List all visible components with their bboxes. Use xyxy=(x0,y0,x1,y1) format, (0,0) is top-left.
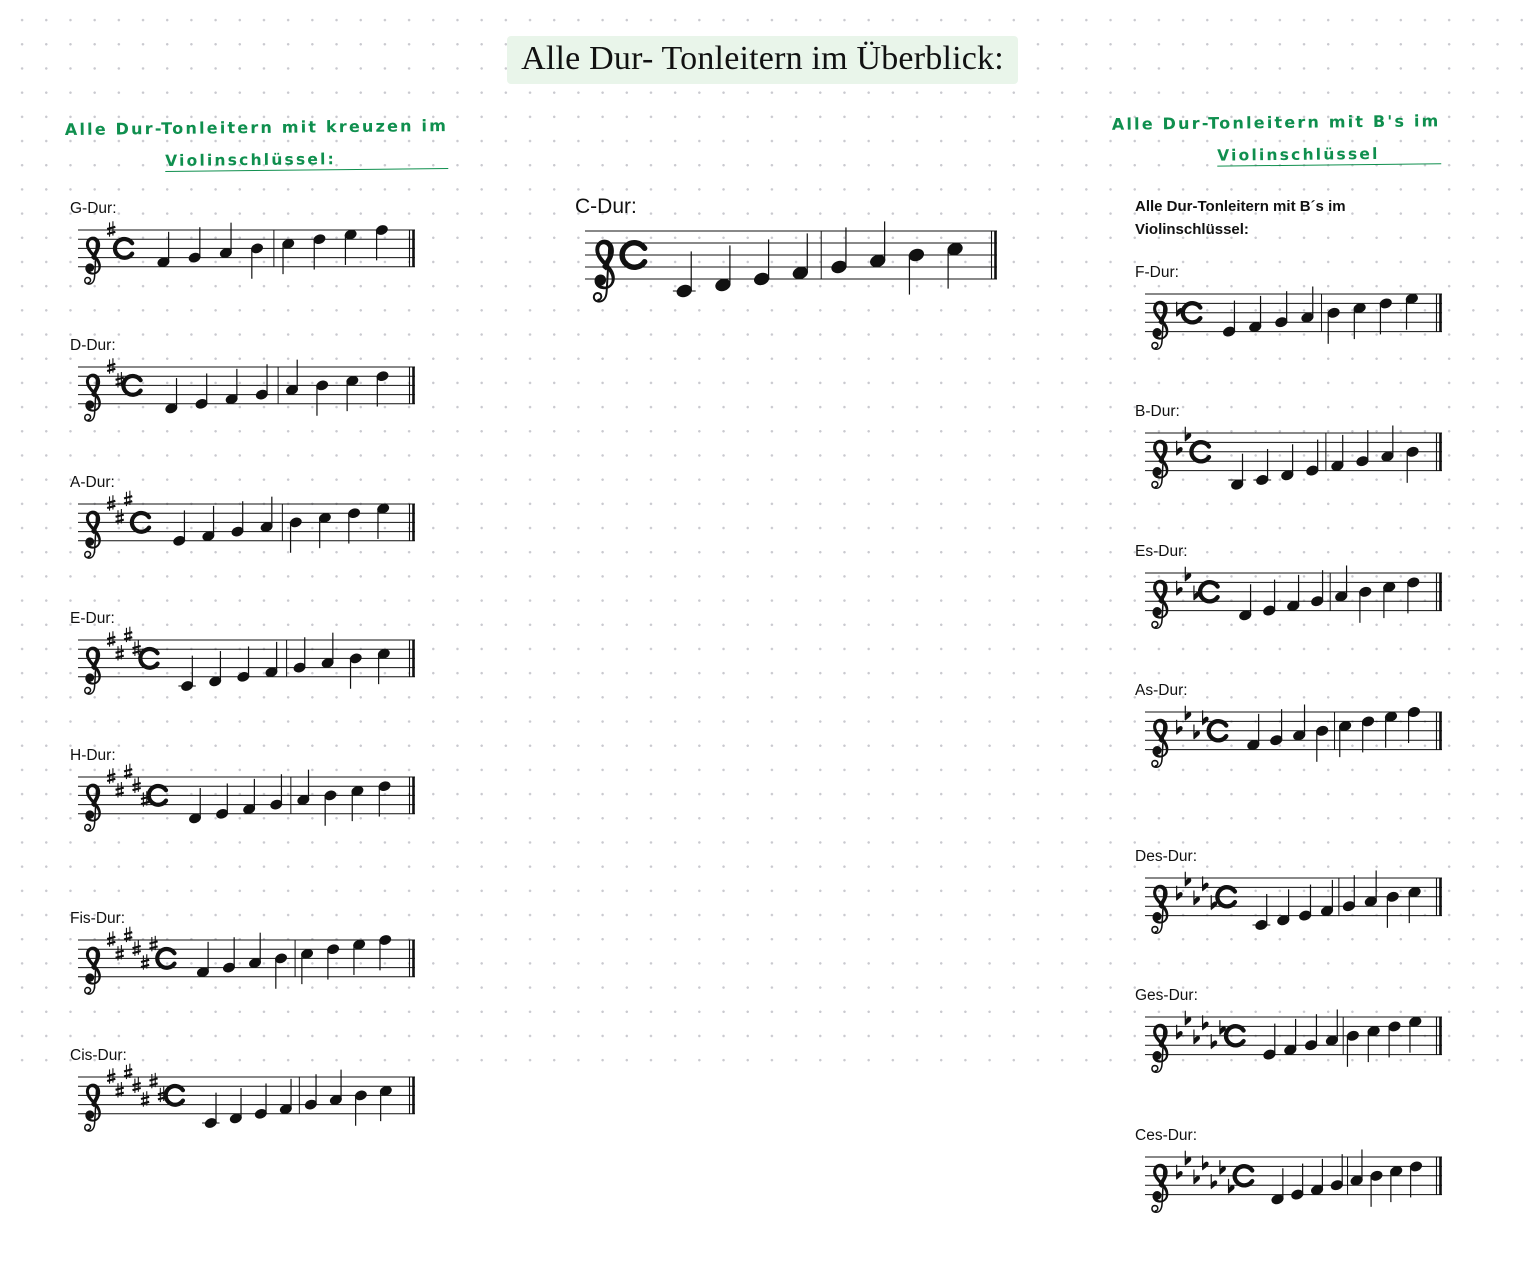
note xyxy=(753,239,771,286)
scale-block xyxy=(1135,682,1465,784)
note xyxy=(318,511,332,547)
scale-label: Des-Dur: xyxy=(1135,847,1198,865)
note xyxy=(1364,870,1378,907)
treble-clef-icon xyxy=(1152,580,1168,628)
note xyxy=(1350,1150,1364,1187)
note xyxy=(375,224,389,260)
flat-icon xyxy=(1185,427,1191,441)
scale-label: B-Dur: xyxy=(1135,403,1180,421)
flats-heading-line2: Violinschlüssel: xyxy=(1135,221,1249,239)
note xyxy=(1320,880,1334,917)
scale-block xyxy=(1135,987,1465,1089)
flats-heading-line1: Alle Dur-Tonleitern mit B´s im xyxy=(1135,198,1346,215)
note xyxy=(1280,444,1294,481)
sharp-icon xyxy=(107,768,115,783)
note xyxy=(376,502,390,538)
note xyxy=(1292,705,1306,742)
music-staff xyxy=(74,771,419,848)
flat-icon xyxy=(1177,1025,1183,1039)
note xyxy=(1361,716,1375,753)
scale-block xyxy=(575,195,1005,313)
note xyxy=(285,359,299,395)
treble-clef-icon xyxy=(85,237,100,284)
treble-clef-icon xyxy=(85,947,100,994)
note xyxy=(377,648,391,684)
scale-block xyxy=(70,474,470,575)
note xyxy=(1384,711,1398,748)
flat-icon xyxy=(1177,580,1183,594)
flat-icon xyxy=(1177,441,1183,455)
scale-block xyxy=(1135,403,1465,505)
scale-block xyxy=(70,200,470,301)
note xyxy=(1342,875,1356,912)
scale-block xyxy=(1135,848,1465,950)
handwritten-note-sharps-line1: Alle Dur-Tonleitern mit kreuzen im xyxy=(64,115,449,140)
treble-clef-icon xyxy=(594,240,614,301)
music-staff xyxy=(74,224,419,301)
handwritten-note-flats xyxy=(1112,111,1441,167)
staff-container xyxy=(74,1071,470,1148)
note xyxy=(1381,426,1395,463)
note xyxy=(1408,886,1422,923)
scale-label: Cis-Dur: xyxy=(70,1046,127,1064)
note xyxy=(1300,286,1314,323)
music-staff xyxy=(581,225,1001,313)
note xyxy=(202,505,216,541)
scale-label: C-Dur: xyxy=(575,195,637,218)
handwritten-note-flats-line2: Violinschlüssel xyxy=(1217,144,1441,166)
note xyxy=(673,251,696,298)
note xyxy=(1386,891,1400,928)
note xyxy=(1222,300,1236,337)
staff-container xyxy=(74,224,470,301)
sharp-icon xyxy=(133,778,141,793)
scale-block xyxy=(70,747,470,848)
note xyxy=(208,651,222,687)
note xyxy=(1271,1168,1285,1205)
treble-clef-icon xyxy=(1152,885,1168,933)
scale-label: H-Dur: xyxy=(70,747,116,765)
music-staff xyxy=(74,634,419,711)
staff-container xyxy=(74,934,470,1011)
flat-icon xyxy=(1194,1170,1200,1184)
note xyxy=(1405,292,1419,329)
treble-clef-icon xyxy=(85,374,100,421)
note xyxy=(329,1069,343,1105)
flat-icon xyxy=(1185,1151,1191,1165)
note xyxy=(1286,575,1300,612)
treble-clef-icon xyxy=(1152,301,1168,349)
note xyxy=(188,788,202,824)
sharp-icon xyxy=(107,1068,115,1083)
note xyxy=(1409,1160,1423,1197)
note xyxy=(354,1089,368,1125)
note xyxy=(1325,1010,1339,1047)
handwritten-note-sharps xyxy=(65,116,449,173)
note xyxy=(1382,581,1396,618)
flat-icon xyxy=(1203,711,1209,725)
flat-icon xyxy=(1177,720,1183,734)
note xyxy=(376,370,390,406)
scale-block xyxy=(70,337,470,438)
staff-container xyxy=(74,361,470,438)
note xyxy=(1408,1016,1422,1053)
note xyxy=(1346,1030,1360,1067)
note xyxy=(1276,889,1290,926)
treble-clef-icon xyxy=(85,511,100,558)
staff-container xyxy=(1141,706,1465,784)
note xyxy=(1262,1024,1276,1061)
treble-clef-icon xyxy=(85,784,100,831)
page-title: Alle Dur- Tonleitern im Überblick: xyxy=(507,36,1018,84)
note xyxy=(250,242,264,278)
note xyxy=(178,656,195,692)
treble-clef-icon xyxy=(1152,1025,1168,1073)
note xyxy=(1228,454,1246,491)
scale-label: Es-Dur: xyxy=(1135,542,1188,560)
note xyxy=(1334,565,1348,602)
note xyxy=(296,770,310,806)
flat-icon xyxy=(1177,886,1183,900)
flat-icon xyxy=(1211,1174,1217,1188)
note xyxy=(1369,1170,1383,1207)
note xyxy=(219,223,233,259)
column-c-major xyxy=(575,195,1005,353)
note xyxy=(1358,585,1372,622)
note xyxy=(157,232,171,268)
treble-clef-icon xyxy=(1152,1164,1168,1212)
music-staff xyxy=(74,1071,419,1148)
note xyxy=(1290,1164,1304,1201)
flats-section-heading xyxy=(1135,195,1465,242)
note xyxy=(1315,725,1329,762)
note xyxy=(300,948,314,984)
music-staff xyxy=(1141,1011,1446,1089)
note xyxy=(313,233,327,269)
note xyxy=(1304,1015,1318,1052)
staff-container xyxy=(1141,1151,1465,1229)
note xyxy=(321,633,335,669)
note xyxy=(242,779,256,815)
column-sharp-scales xyxy=(70,200,470,1184)
note xyxy=(379,1085,393,1121)
note xyxy=(229,1088,243,1124)
scale-block xyxy=(1135,543,1465,645)
flat-icon xyxy=(1203,1155,1209,1169)
note xyxy=(347,507,361,543)
music-staff xyxy=(1141,567,1446,645)
note xyxy=(274,952,288,988)
note xyxy=(1252,894,1270,931)
note xyxy=(351,785,365,821)
staff-container xyxy=(1141,1011,1465,1089)
note xyxy=(165,378,179,414)
note xyxy=(281,238,295,274)
flat-icon xyxy=(1203,1016,1209,1030)
note xyxy=(315,379,329,415)
note xyxy=(1330,1154,1344,1191)
handwritten-note-sharps-line2: Violinschlüssel: xyxy=(165,149,448,172)
note xyxy=(1262,579,1276,616)
note xyxy=(1353,302,1367,339)
note xyxy=(1269,709,1283,746)
note xyxy=(172,510,186,546)
sharp-icon xyxy=(133,940,141,955)
flat-icon xyxy=(1185,1011,1191,1025)
music-staff xyxy=(74,498,419,575)
staff-container xyxy=(74,498,470,575)
note xyxy=(1253,449,1271,486)
scale-block xyxy=(70,910,470,1011)
note xyxy=(1355,430,1369,467)
note xyxy=(279,1079,293,1115)
sharp-icon xyxy=(107,931,115,946)
note xyxy=(188,227,202,263)
staff-container xyxy=(1141,427,1465,505)
note xyxy=(1338,720,1352,757)
staff-container xyxy=(1141,288,1465,366)
note xyxy=(195,373,209,409)
scale-block xyxy=(70,1047,470,1148)
staff-container xyxy=(74,634,470,711)
scale-block xyxy=(1135,264,1465,366)
note xyxy=(346,375,360,411)
music-staff xyxy=(1141,706,1446,784)
sharp-icon xyxy=(107,358,115,373)
note xyxy=(1274,291,1288,328)
note xyxy=(225,369,239,405)
note xyxy=(1310,1159,1324,1196)
flat-icon xyxy=(1194,725,1200,739)
note xyxy=(231,501,245,537)
flat-icon xyxy=(1211,1035,1217,1049)
note xyxy=(324,790,338,826)
note xyxy=(254,1083,268,1119)
note xyxy=(946,241,964,288)
note xyxy=(1305,440,1319,477)
scale-label: F-Dur: xyxy=(1135,263,1179,281)
note xyxy=(907,247,925,294)
scale-label: A-Dur: xyxy=(70,473,115,491)
note xyxy=(196,942,210,978)
note xyxy=(293,638,307,674)
note xyxy=(1330,435,1344,472)
note xyxy=(791,233,809,280)
flat-icon xyxy=(1177,1165,1183,1179)
music-staff xyxy=(1141,427,1446,505)
note xyxy=(349,653,363,689)
note xyxy=(1389,1165,1403,1202)
music-staff xyxy=(1141,288,1446,366)
note xyxy=(1310,570,1324,607)
note xyxy=(326,943,340,979)
note xyxy=(269,774,283,810)
note xyxy=(1238,584,1252,621)
note xyxy=(1327,306,1341,343)
note xyxy=(869,221,887,268)
music-staff xyxy=(74,934,419,1011)
music-staff xyxy=(74,361,419,438)
note xyxy=(714,245,732,292)
sharp-icon xyxy=(107,632,115,647)
treble-clef-icon xyxy=(1152,440,1168,488)
staff-container xyxy=(1141,872,1465,950)
scale-block xyxy=(70,610,470,711)
note xyxy=(1406,446,1420,483)
flat-icon xyxy=(1185,872,1191,886)
flat-icon xyxy=(1203,876,1209,890)
note xyxy=(289,516,303,552)
note xyxy=(222,937,236,973)
note xyxy=(352,939,366,975)
scale-label: E-Dur: xyxy=(70,610,115,628)
note xyxy=(215,784,229,820)
flat-icon xyxy=(1185,706,1191,720)
flat-icon xyxy=(1220,1160,1226,1174)
flat-icon xyxy=(1229,1179,1235,1193)
scale-label: Fis-Dur: xyxy=(70,909,126,927)
sharp-icon xyxy=(107,495,115,510)
treble-clef-icon xyxy=(1152,720,1168,768)
staff-container xyxy=(1141,567,1465,645)
note xyxy=(378,780,392,816)
scale-block xyxy=(1135,1127,1465,1229)
flat-icon xyxy=(1185,566,1191,580)
note xyxy=(1379,297,1393,334)
treble-clef-icon xyxy=(85,648,100,695)
note xyxy=(1406,576,1420,613)
note xyxy=(344,229,358,265)
scale-label: Ces-Dur: xyxy=(1135,1127,1198,1145)
scale-label: D-Dur: xyxy=(70,336,116,354)
note xyxy=(1246,714,1260,751)
note xyxy=(304,1074,318,1110)
note xyxy=(255,364,269,400)
note xyxy=(1298,884,1312,921)
column-flat-scales xyxy=(1135,195,1465,1267)
handwritten-note-flats-line1: Alle Dur-Tonleitern mit B's im xyxy=(1111,111,1441,134)
note xyxy=(1407,706,1421,743)
note xyxy=(202,1092,219,1128)
note xyxy=(1248,295,1262,332)
note xyxy=(248,933,262,969)
scale-label: Ges-Dur: xyxy=(1135,987,1198,1005)
music-staff xyxy=(1141,872,1446,950)
music-staff xyxy=(1141,1151,1446,1229)
note xyxy=(265,642,279,678)
note xyxy=(378,934,392,970)
page-title-wrapper xyxy=(0,36,1525,84)
note xyxy=(1387,1021,1401,1058)
treble-clef-icon xyxy=(85,1084,100,1131)
scale-label: As-Dur: xyxy=(1135,682,1188,700)
note xyxy=(1283,1019,1297,1056)
sharp-icon xyxy=(107,221,115,236)
note xyxy=(1367,1026,1381,1063)
note xyxy=(237,647,251,683)
scale-label: G-Dur: xyxy=(70,200,117,217)
flat-icon xyxy=(1194,1030,1200,1044)
staff-container xyxy=(581,225,1005,313)
note xyxy=(260,496,274,532)
staff-container xyxy=(74,771,470,848)
note xyxy=(830,227,848,274)
flat-icon xyxy=(1194,890,1200,904)
